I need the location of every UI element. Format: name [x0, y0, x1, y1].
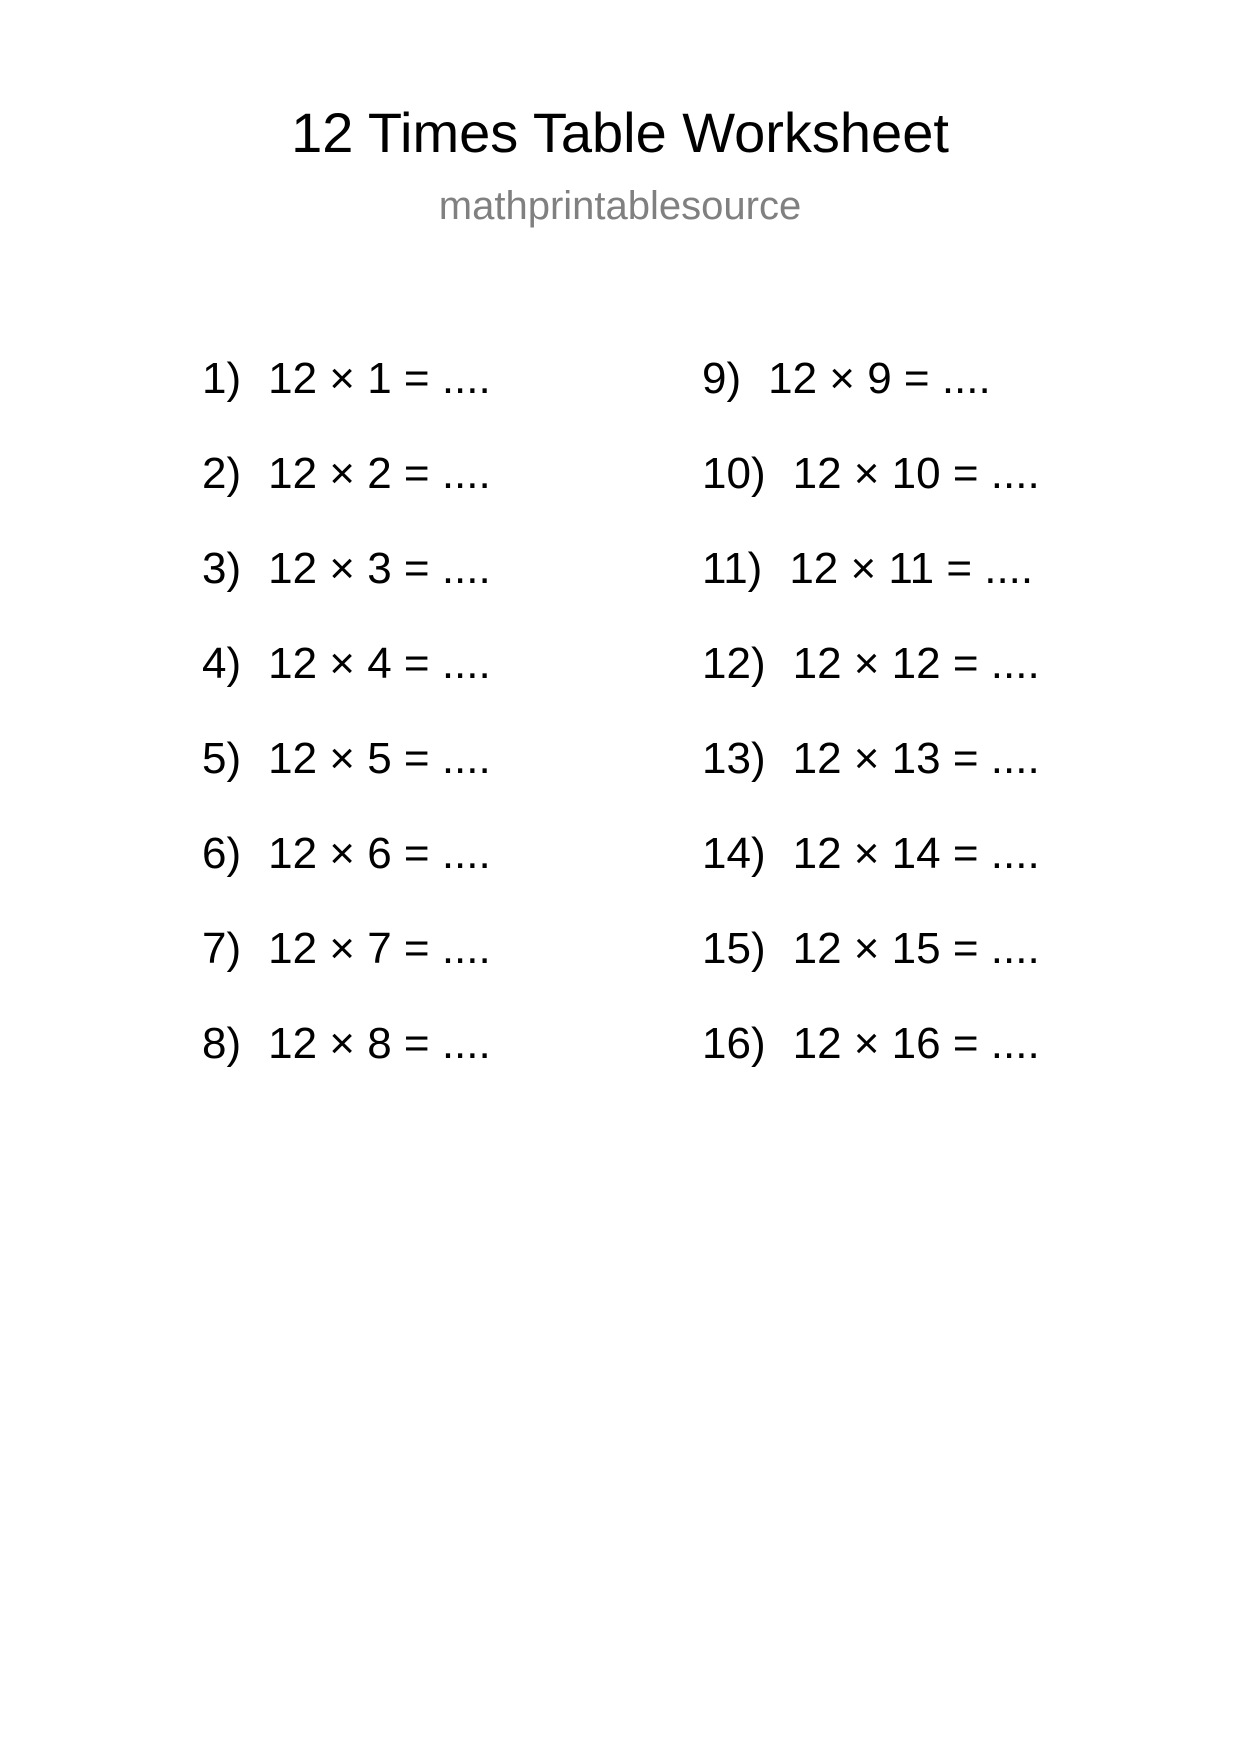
problem-column-left: [202, 349, 491, 1109]
problem-expression: 12 × 11 = ....: [789, 544, 1034, 593]
problem-expression: 12 × 2 = ....: [268, 449, 491, 498]
problem-2: [202, 444, 491, 539]
problem-number: 7): [202, 924, 242, 973]
problem-5: [202, 729, 491, 824]
problem-expression: 12 × 3 = ....: [268, 544, 491, 593]
problem-number: 11): [702, 544, 763, 593]
problem-number: 13): [702, 734, 766, 783]
problem-9: [702, 349, 1040, 444]
problem-expression: 12 × 14 = ....: [792, 829, 1040, 878]
problem-number: 9): [702, 354, 742, 403]
problem-expression: 12 × 8 = ....: [268, 1019, 491, 1068]
problem-number: 12): [702, 639, 766, 688]
problem-8: [202, 1014, 491, 1109]
problem-number: 15): [702, 924, 766, 973]
page-title: 12 Times Table Worksheet: [291, 101, 949, 164]
problem-3: [202, 539, 491, 634]
page-subtitle: mathprintablesource: [438, 184, 802, 228]
problem-number: 10): [702, 449, 766, 498]
problem-number: 4): [202, 639, 242, 688]
problem-14: [702, 824, 1040, 919]
problem-expression: 12 × 6 = ....: [268, 829, 491, 878]
problem-expression: 12 × 16 = ....: [792, 1019, 1040, 1068]
problem-expression: 12 × 5 = ....: [268, 734, 491, 783]
problem-column-right: [702, 349, 1040, 1109]
problem-1: [202, 349, 491, 444]
problem-expression: 12 × 4 = ....: [268, 639, 491, 688]
problem-number: 3): [202, 544, 242, 593]
problem-6: [202, 824, 491, 919]
problem-11: [702, 539, 1040, 634]
problem-expression: 12 × 1 = ....: [268, 354, 491, 403]
problem-number: 6): [202, 829, 242, 878]
problem-12: [702, 634, 1040, 729]
problem-expression: 12 × 12 = ....: [792, 639, 1040, 688]
problem-4: [202, 634, 491, 729]
problem-number: 2): [202, 449, 242, 498]
problem-expression: 12 × 13 = ....: [792, 734, 1040, 783]
problem-number: 1): [202, 354, 242, 403]
problem-15: [702, 919, 1040, 1014]
problem-number: 14): [702, 829, 766, 878]
problem-expression: 12 × 7 = ....: [268, 924, 491, 973]
problem-number: 8): [202, 1019, 242, 1068]
problem-expression: 12 × 10 = ....: [792, 449, 1040, 498]
problem-number: 16): [702, 1019, 766, 1068]
problem-expression: 12 × 15 = ....: [792, 924, 1040, 973]
problem-16: [702, 1014, 1040, 1109]
problem-13: [702, 729, 1040, 824]
problem-expression: 12 × 9 = ....: [768, 354, 991, 403]
problem-number: 5): [202, 734, 242, 783]
problem-10: [702, 444, 1040, 539]
problem-7: [202, 919, 491, 1014]
